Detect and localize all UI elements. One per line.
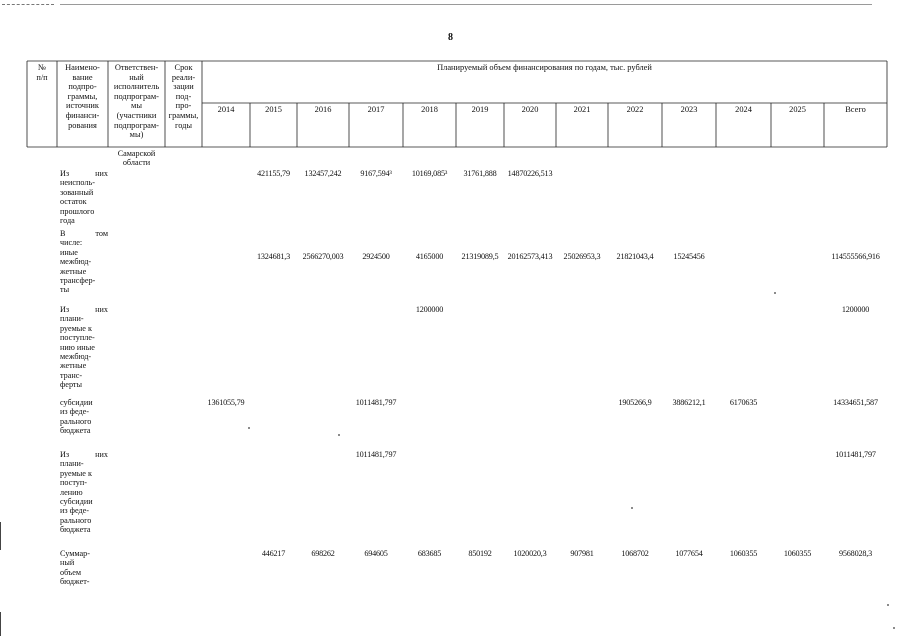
cell-row5-2022: 1068702 <box>621 549 649 558</box>
cell-row0-2017: 9167,594³ <box>360 169 392 178</box>
scan-edge-mark <box>0 522 1 550</box>
cell-row3-2022: 1905266,9 <box>618 398 652 407</box>
scan-speck <box>887 604 889 606</box>
responsible-continuation: Самарской области <box>117 149 156 168</box>
cell-row1-total: 114555566,916 <box>831 252 880 261</box>
row-label-federal-subsidies: субсидии из феде- рального бюджета <box>60 398 93 436</box>
scan-speck <box>248 427 250 429</box>
cell-row1-2023: 15245456 <box>673 252 705 261</box>
header-year-2023: 2023 <box>680 105 698 114</box>
cell-row5-total: 9568028,3 <box>839 549 872 558</box>
page-number: 8 <box>448 32 453 43</box>
scan-speck <box>893 627 895 629</box>
header-year-2017: 2017 <box>367 105 385 114</box>
header-year-2015: 2015 <box>265 105 282 114</box>
row-label-total-budget-volume: Суммар- ный объем бюджет- <box>60 549 91 587</box>
header-plan-title: Планируемый объем финансирования по годам, тыс. рублей <box>437 63 652 72</box>
cell-row1-2015: 1324681,3 <box>257 252 290 261</box>
cell-row4-total: 1011481,797 <box>835 450 876 459</box>
cell-row3-total: 14334651,587 <box>833 398 878 407</box>
header-col-name: Наимено- вание подпро- граммы, источник финанси- рования <box>65 63 100 130</box>
cell-row1-2016: 2566270,003 <box>302 252 344 261</box>
cell-row5-2017: 694605 <box>364 549 388 558</box>
cell-row5-2024: 1060355 <box>729 549 758 558</box>
cell-row5-2021: 907981 <box>570 549 594 558</box>
cell-row0-2020: 14870226,513 <box>507 169 553 178</box>
cell-row2-total: 1200000 <box>841 305 870 314</box>
cell-row5-2025: 1060355 <box>783 549 812 558</box>
cell-row3-2024: 6170635 <box>729 398 758 407</box>
cell-row5-2015: 446217 <box>261 549 286 558</box>
cell-row2-2018: 1200000 <box>415 305 444 314</box>
cell-row1-2018: 4165000 <box>415 252 444 261</box>
header-col-term: Срок реали- зации под- про- граммы, годы <box>168 63 199 130</box>
cell-row5-2023: 1077654 <box>675 549 703 558</box>
cell-row5-2016: 698262 <box>311 549 335 558</box>
cell-row1-2021: 25026953,3 <box>563 252 601 261</box>
cell-row0-2015: 421155,79 <box>257 169 290 178</box>
header-col-responsible: Ответствен- ный исполнитель подпрограм- мы (участники подпрограм- мы) <box>113 63 160 140</box>
cell-row3-2014: 1361055,79 <box>207 398 245 407</box>
cell-row4-2017: 1011481,797 <box>355 450 397 459</box>
header-year-2018: 2018 <box>421 105 438 114</box>
header-year-2019: 2019 <box>471 105 489 114</box>
cell-row5-2019: 850192 <box>468 549 492 558</box>
header-year-2024: 2024 <box>735 105 752 114</box>
cell-row1-2019: 21319089,5 <box>461 252 499 261</box>
cell-row0-2018: 10169,085³ <box>411 169 448 178</box>
header-year-2014: 2014 <box>217 105 235 114</box>
cell-row0-2016: 132457,242 <box>304 169 342 178</box>
cell-row5-2018: 683685 <box>417 549 442 558</box>
page-top-rule <box>60 4 872 5</box>
scan-edge-mark <box>0 612 1 636</box>
scan-speck <box>631 507 633 509</box>
cell-row1-2017: 2924500 <box>362 252 390 261</box>
cell-row0-2019: 31761,888 <box>463 169 497 178</box>
header-year-2021: 2021 <box>573 105 591 114</box>
cell-row3-2017: 1011481,797 <box>355 398 397 407</box>
header-year-2025: 2025 <box>789 105 806 114</box>
header-year-2022: 2022 <box>626 105 644 114</box>
row-label-planned-transfers: Из них плани- руемые к поступле- нию иные межбюд- жетные транс- ферты <box>60 305 108 390</box>
row-label-other-transfers: В том числе: иные межбюд- жетные трансфер- ты <box>60 229 108 295</box>
header-total: Всего <box>845 105 866 114</box>
cell-row1-2022: 21821043,4 <box>616 252 654 261</box>
row-label-unused-balance: Из них неисполь- зованный остаток прошлого года <box>60 169 108 226</box>
row-label-planned-subsidies: Из них плани- руемые к поступ- лению субсидии из феде- рального бюджета <box>60 450 108 535</box>
cell-row1-2020: 20162573,413 <box>507 252 553 261</box>
header-year-2020: 2020 <box>521 105 539 114</box>
header-year-2016: 2016 <box>314 105 332 114</box>
cell-row3-2023: 3886212,1 <box>672 398 706 407</box>
scan-speck <box>338 434 340 436</box>
header-col-number: № п/п <box>36 63 48 82</box>
cell-row5-2020: 1020020,3 <box>513 549 547 558</box>
scan-dash-mark <box>2 4 54 5</box>
scan-speck <box>774 292 776 294</box>
